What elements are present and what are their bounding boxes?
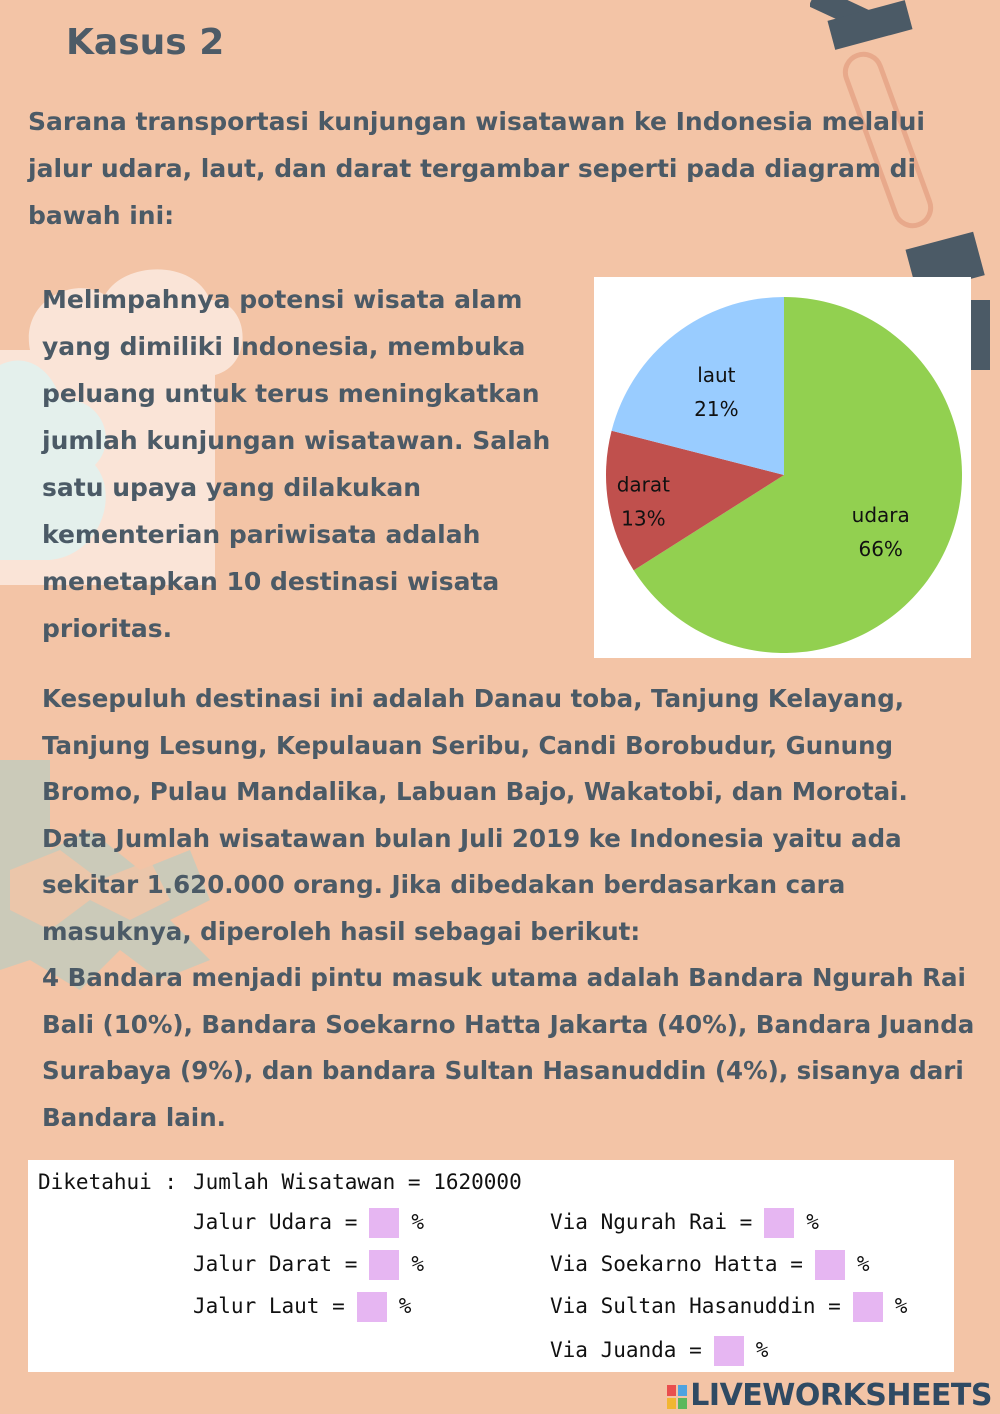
percent-sign: % [894,1294,908,1318]
udara-answer-input[interactable] [369,1208,399,1238]
ngurah-answer-input[interactable] [764,1208,794,1238]
percent-sign: % [411,1252,425,1276]
percent-sign: % [806,1210,819,1234]
pie-percent-laut: 21% [694,396,739,421]
paragraph-destinasi-text: Kesepuluh destinasi ini adalah Danau toba, Tanjung Kelayang, Tanjung Lesung, Kepulauan Seribu, Candi Borobudur, Gunung Bromo, Pulau Mandalika, Labuan Bajo, Wakatobi, dan Morotai. Data Jumlah wisatawan bulan Juli 2019 ke Indonesia yaitu ada sekitar 1.620.000 orang. Jika dibedakan berdasarkan cara masuknya, diperoleh hasil sebagai berikut: [42,684,908,946]
soekarno-label: Via Soekarno Hatta = [550,1252,803,1276]
udara-label: Jalur Udara = [193,1210,358,1234]
paragraph-destinasi [42,676,977,1141]
brand-text: LIVEWORKSHEETS [690,1378,992,1413]
pie-chart [594,277,971,658]
total-label: Jumlah Wisatawan = 1620000 [193,1170,522,1194]
pie-chart-card [594,277,971,658]
pie-label-laut: laut [697,362,736,387]
hasanuddin-answer-input[interactable] [853,1292,883,1322]
liveworksheets-logo[interactable] [666,1378,992,1413]
known-data-box [28,1160,954,1372]
hasanuddin-label: Via Sultan Hasanuddin = [550,1294,841,1318]
page-title: Kasus 2 [66,22,225,63]
ngurah-label: Via Ngurah Rai = [550,1210,753,1234]
percent-sign: % [856,1252,870,1276]
laut-label: Jalur Laut = [193,1294,345,1318]
percent-sign: % [755,1338,769,1362]
laut-answer-input[interactable] [357,1292,387,1322]
juanda-answer-input[interactable] [714,1336,744,1366]
paragraph-wisata: Melimpahnya potensi wisata alam yang dimiliki Indonesia, membuka peluang untuk terus meningkatkan jumlah kunjungan wisatawan. Salah satu upaya yang dilakukan kementerian pariwisata adalah menetapkan 10 destinasi wisata prioritas. [42,285,551,643]
darat-label: Jalur Darat = [193,1252,358,1276]
percent-sign: % [411,1210,425,1234]
liveworksheets-icon [666,1384,688,1410]
pie-label-udara: udara [851,503,910,528]
pie-percent-udara: 66% [858,537,903,562]
pie-percent-darat: 13% [621,506,666,531]
paragraph-bandara-text: 4 Bandara menjadi pintu masuk utama adalah Bandara Ngurah Rai Bali (10%), Bandara Soekarno Hatta Jakarta (40%), Bandara Juanda Surabaya (9%), dan bandara Sultan Hasanuddin (4%), sisanya dari Bandara lain. [42,963,975,1132]
darat-answer-input[interactable] [369,1250,399,1280]
soekarno-answer-input[interactable] [815,1250,845,1280]
juanda-label: Via Juanda = [550,1338,702,1362]
percent-sign: % [398,1294,412,1318]
known-label: Diketahui : [38,1170,178,1194]
pie-label-darat: darat [616,472,670,497]
intro-text: Sarana transportasi kunjungan wisatawan ke Indonesia melalui jalur udara, laut, dan darat tergambar seperti pada diagram di bawah ini: [28,107,925,230]
